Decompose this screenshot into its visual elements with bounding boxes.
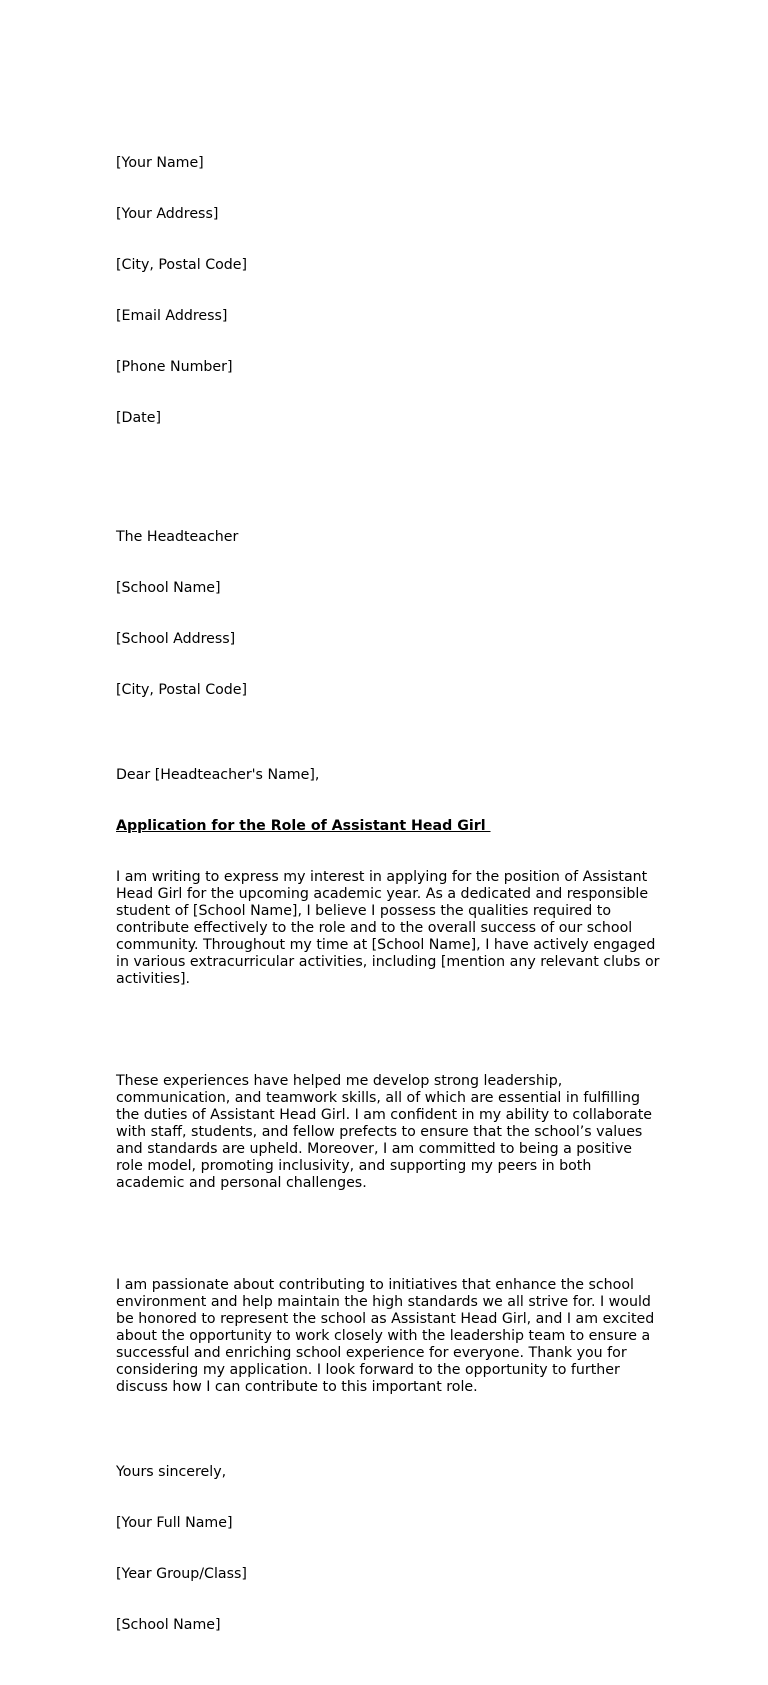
recipient-school-name: [School Name] — [116, 580, 221, 596]
closing-block — [116, 1430, 661, 1668]
signoff: Yours sincerely, — [116, 1464, 227, 1480]
recipient-school-address: [School Address] — [116, 631, 236, 647]
sender-address: [Your Address] — [116, 206, 219, 222]
recipient-city-postal: [City, Postal Code] — [116, 682, 248, 698]
sender-email: [Email Address] — [116, 308, 228, 324]
signature-name: [Your Full Name] — [116, 1515, 233, 1531]
sender-phone: [Phone Number] — [116, 359, 233, 375]
salutation: Dear [Headteacher's Name], — [116, 767, 320, 783]
body-paragraph-1: I am writing to express my interest in applying for the position of Assistant Head Girl for the upcoming academic year. As a dedicated and responsible student of [School Name], I believe I possess the qualities required to contribute effectively to the role and to the overall success of our school community. Throughout my time at [School Name], I have actively engaged in various extracurricular activities, including [mention any relevant clubs or activities]. — [116, 869, 664, 987]
letter-document — [116, 87, 664, 1685]
letter-subject: Application for the Role of Assistant Head Girl — [116, 818, 491, 834]
letter-date: [Date] — [116, 410, 161, 426]
sender-name: [Your Name] — [116, 155, 204, 171]
recipient-title: The Headteacher — [116, 529, 239, 545]
body-paragraph-2: These experiences have helped me develop strong leadership, communication, and teamwork skills, all of which are essential in fulfilling the duties of Assistant Head Girl. I am confident in my ability to collaborate with staff, students, and fellow prefects to ensure that the school’s values and standards are upheld. Moreover, I am committed to being a positive role model, promoting inclusivity, and supporting my peers in both academic and personal challenges. — [116, 1073, 657, 1191]
sender-block — [116, 121, 661, 461]
signature-school-name: [School Name] — [116, 1617, 221, 1633]
paragraph-spacer — [116, 1022, 661, 1039]
recipient-block — [116, 495, 661, 733]
paragraph-spacer — [116, 1226, 661, 1243]
sender-city-postal: [City, Postal Code] — [116, 257, 248, 273]
year-group: [Year Group/Class] — [116, 1566, 247, 1582]
body-paragraph-3: I am passionate about contributing to initiatives that enhance the school environment and help maintain the high standards we all strive for. I would be honored to represent the school as Assistant Head Girl, and I am excited about the opportunity to work closely with the leadership team to ensure a successful and enriching school experience for everyone. Thank you for considering my application. I look forward to the opportunity to further discuss how I can contribute to this important role. — [116, 1277, 659, 1395]
